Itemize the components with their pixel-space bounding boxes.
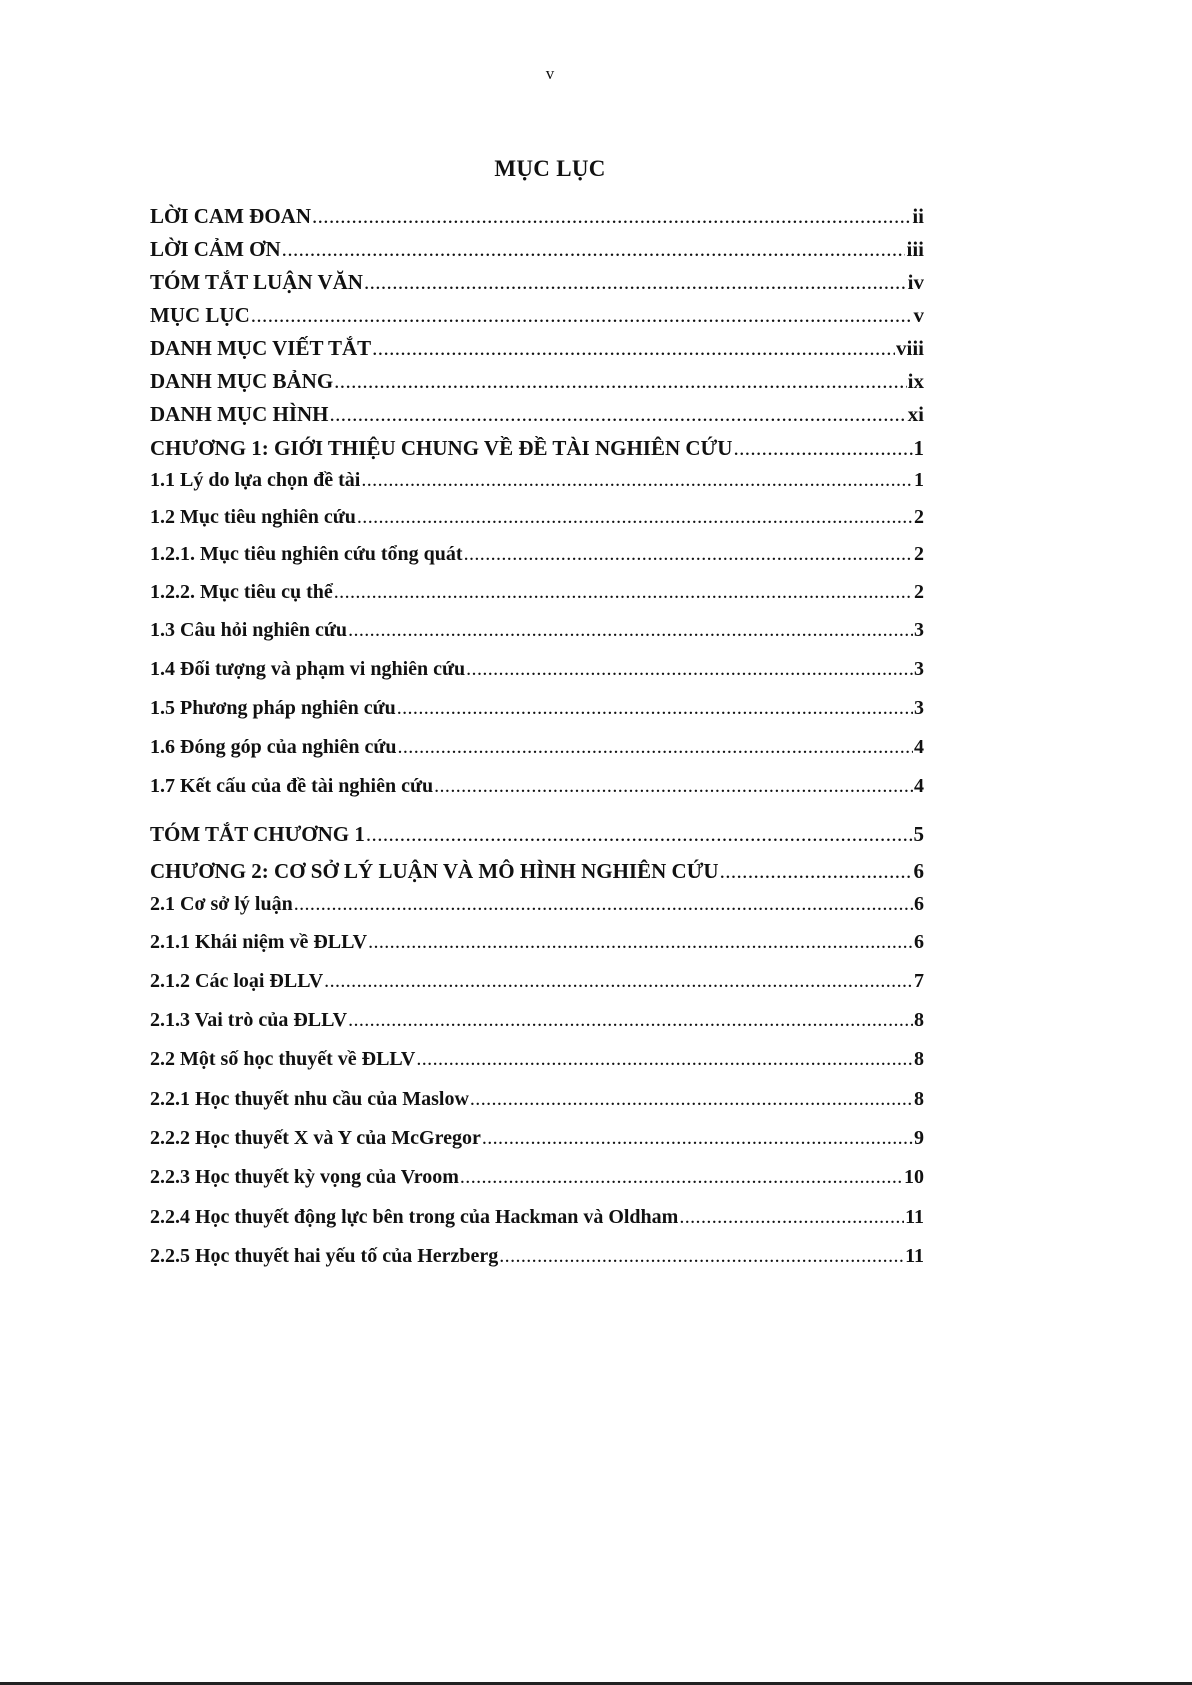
toc-leader-dots xyxy=(251,303,913,328)
toc-entry-page: 8 xyxy=(914,1088,924,1110)
toc-entry-page: xi xyxy=(907,402,924,426)
toc-entry-label: 2.2.1 Học thuyết nhu cầu của Maslow xyxy=(150,1088,469,1110)
toc-entry[interactable] xyxy=(150,859,924,887)
toc-leader-dots xyxy=(470,1088,913,1111)
toc-entry-page: 2 xyxy=(914,581,924,603)
toc-leader-dots xyxy=(334,581,913,604)
toc-leader-dots xyxy=(466,658,913,681)
toc-entry-page: 3 xyxy=(914,619,924,641)
toc-entry-page: iv xyxy=(907,270,924,294)
toc-entry-label: DANH MỤC BẢNG xyxy=(150,369,334,393)
toc-leader-dots xyxy=(364,270,907,295)
toc-entry[interactable] xyxy=(150,736,924,764)
toc-entry-label: 1.2.2. Mục tiêu cụ thể xyxy=(150,581,333,603)
toc-entry[interactable] xyxy=(150,1009,924,1037)
toc-entry-label: TÓM TẮT CHƯƠNG 1 xyxy=(150,822,365,846)
toc-entry-page: 7 xyxy=(914,970,924,992)
toc-entry-page: 9 xyxy=(914,1127,924,1149)
toc-entry-label: LỜI CAM ĐOAN xyxy=(150,204,311,228)
toc-leader-dots xyxy=(397,697,913,720)
toc-entry[interactable] xyxy=(150,581,924,609)
toc-entry[interactable] xyxy=(150,822,924,850)
toc-entry-page: viii xyxy=(895,336,924,360)
toc-leader-dots xyxy=(312,204,911,229)
toc-entry-label: 2.2 Một số học thuyết về ĐLLV xyxy=(150,1048,416,1070)
toc-entry-page: 2 xyxy=(914,543,924,565)
toc-leader-dots xyxy=(282,237,906,262)
toc-entry-label: 2.1.1 Khái niệm về ĐLLV xyxy=(150,931,368,953)
toc-entry[interactable] xyxy=(150,469,924,497)
toc-leader-dots xyxy=(372,336,895,361)
toc-entry-page: 3 xyxy=(914,697,924,719)
toc-entry[interactable] xyxy=(150,506,924,534)
toc-entry-label: 2.2.4 Học thuyết động lực bên trong của Hackman và Oldham xyxy=(150,1206,679,1228)
toc-entry-label: 2.2.5 Học thuyết hai yếu tố của Herzberg xyxy=(150,1245,499,1267)
toc-entry-page: 1 xyxy=(914,469,924,491)
toc-entry-label: CHƯƠNG 1: GIỚI THIỆU CHUNG VỀ ĐỀ TÀI NGHIÊN CỨU xyxy=(150,436,733,460)
toc-entry-label: 1.3 Câu hỏi nghiên cứu xyxy=(150,619,348,641)
toc-leader-dots xyxy=(361,469,913,492)
toc-entry-label: 1.1 Lý do lựa chọn đề tài xyxy=(150,469,361,491)
toc-leader-dots xyxy=(348,1009,913,1032)
toc-leader-dots xyxy=(460,1166,903,1189)
page-title: MỤC LỤC xyxy=(494,156,606,181)
toc-entry-page: 11 xyxy=(905,1245,924,1267)
toc-entry[interactable] xyxy=(150,1127,924,1155)
toc-entry-page: 8 xyxy=(914,1048,924,1070)
toc-entry-label: 2.1 Cơ sở lý luận xyxy=(150,893,293,915)
toc-leader-dots xyxy=(416,1048,913,1071)
toc-entry[interactable] xyxy=(150,270,924,298)
toc-entry-page: 5 xyxy=(913,822,924,846)
toc-leader-dots xyxy=(398,736,914,759)
toc-leader-dots xyxy=(294,893,913,916)
toc-leader-dots xyxy=(482,1127,913,1150)
toc-leader-dots xyxy=(733,436,912,461)
toc-entry-page: 6 xyxy=(914,931,924,953)
toc-entry-label: DANH MỤC VIẾT TẮT xyxy=(150,336,372,360)
toc-entry-page: iii xyxy=(906,237,924,261)
toc-entry[interactable] xyxy=(150,204,924,232)
toc-leader-dots xyxy=(357,506,913,529)
toc-entry[interactable] xyxy=(150,436,924,464)
toc-entry-page: 2 xyxy=(914,506,924,528)
toc-entry[interactable] xyxy=(150,1206,924,1234)
toc-leader-dots xyxy=(464,543,913,566)
toc-entry-page: 11 xyxy=(905,1206,924,1228)
toc-entry[interactable] xyxy=(150,893,924,921)
toc-leader-dots xyxy=(324,970,913,993)
toc-leader-dots xyxy=(348,619,913,642)
toc-leader-dots xyxy=(720,859,913,884)
toc-entry-label: 2.2.2 Học thuyết X và Y của McGregor xyxy=(150,1127,481,1149)
toc-entry[interactable] xyxy=(150,931,924,959)
toc-leader-dots xyxy=(434,775,913,798)
toc-entry[interactable] xyxy=(150,237,924,265)
toc-entry-label: 1.6 Đóng góp của nghiên cứu xyxy=(150,736,397,758)
toc-entry-page: v xyxy=(913,303,924,327)
toc-entry-page: 8 xyxy=(914,1009,924,1031)
toc-entry[interactable] xyxy=(150,970,924,998)
toc-entry[interactable] xyxy=(150,369,924,397)
toc-leader-dots xyxy=(499,1245,904,1268)
toc-entry-label: 1.7 Kết cấu của đề tài nghiên cứu xyxy=(150,775,434,797)
toc-entry-page: 3 xyxy=(914,658,924,680)
toc-entry[interactable] xyxy=(150,1245,924,1273)
toc-entry-label: 1.2 Mục tiêu nghiên cứu xyxy=(150,506,356,528)
toc-entry[interactable] xyxy=(150,775,924,803)
toc-entry-page: 4 xyxy=(914,736,924,758)
toc-entry[interactable] xyxy=(150,336,924,364)
toc-leader-dots xyxy=(334,369,907,394)
toc-entry-label: 2.2.3 Học thuyết kỳ vọng của Vroom xyxy=(150,1166,459,1188)
toc-leader-dots xyxy=(368,931,913,954)
toc-entry[interactable] xyxy=(150,303,924,331)
toc-leader-dots xyxy=(679,1206,904,1229)
toc-entry-page: 10 xyxy=(904,1166,924,1188)
toc-entry-label: 1.5 Phương pháp nghiên cứu xyxy=(150,697,396,719)
toc-entry-label: TÓM TẮT LUẬN VĂN xyxy=(150,270,363,294)
toc-entry[interactable] xyxy=(150,658,924,686)
toc-entry-label: DANH MỤC HÌNH xyxy=(150,402,329,426)
toc-entry-label: 1.4 Đối tượng và phạm vi nghiên cứu xyxy=(150,658,466,680)
page-number: v xyxy=(545,64,555,83)
toc-entry[interactable] xyxy=(150,697,924,725)
toc-entry-page: ix xyxy=(907,369,924,393)
toc-entry-page: 1 xyxy=(913,436,924,460)
toc-entry-label: CHƯƠNG 2: CƠ SỞ LÝ LUẬN VÀ MÔ HÌNH NGHIÊN CỨU xyxy=(150,859,719,883)
toc-leader-dots xyxy=(330,402,907,427)
toc-entry[interactable] xyxy=(150,402,924,430)
toc-entry[interactable] xyxy=(150,1048,924,1076)
toc-entry-label: LỜI CẢM ƠN xyxy=(150,237,281,261)
toc-entry-page: 6 xyxy=(913,859,924,883)
toc-entry-label: 1.2.1. Mục tiêu nghiên cứu tổng quát xyxy=(150,543,463,565)
toc-entry-page: 4 xyxy=(914,775,924,797)
toc-leader-dots xyxy=(366,822,913,847)
toc-entry[interactable] xyxy=(150,1166,924,1194)
toc-entry[interactable] xyxy=(150,543,924,571)
toc-entry-page: ii xyxy=(912,204,924,228)
toc-entry-label: MỤC LỤC xyxy=(150,303,250,327)
toc-entry[interactable] xyxy=(150,1088,924,1116)
toc-entry-label: 2.1.2 Các loại ĐLLV xyxy=(150,970,324,992)
toc-entry-label: 2.1.3 Vai trò của ĐLLV xyxy=(150,1009,348,1031)
toc-entry-page: 6 xyxy=(914,893,924,915)
toc-entry[interactable] xyxy=(150,619,924,647)
